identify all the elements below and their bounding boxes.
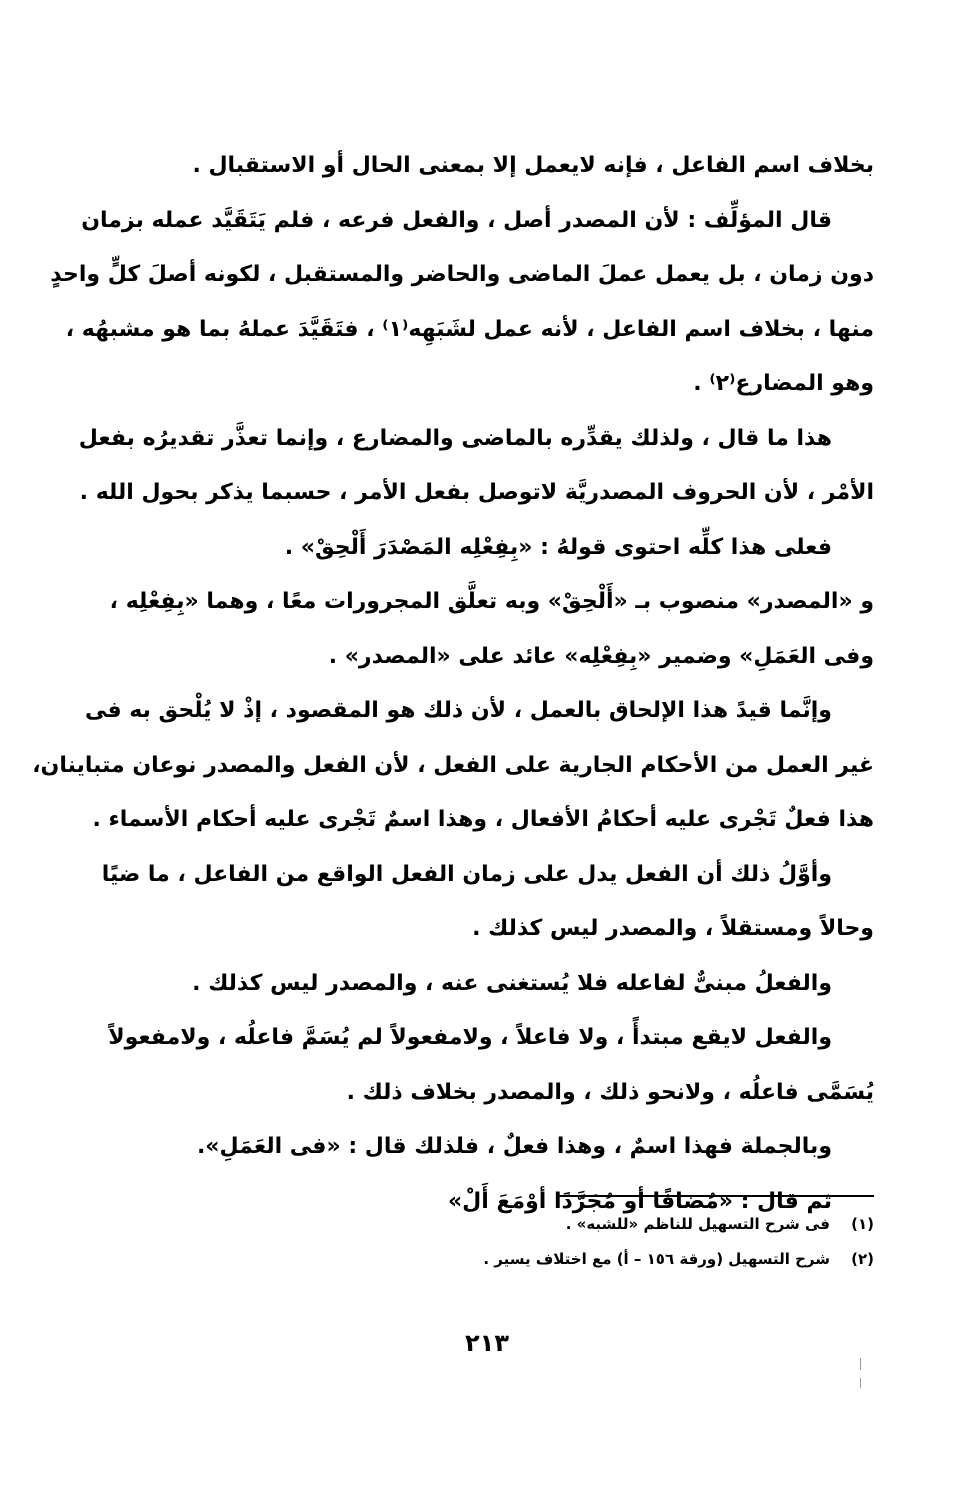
footnote-item (300, 1213, 874, 1248)
footnote-text: فى شرح التسهيل للناظم «للشبه» . (565, 1215, 830, 1233)
text-line: غير العمل من الأحكام الجارية على الفعل ، لأن الفعل والمصدر نوعان متباينان، (32, 752, 874, 778)
text-line: فعلى هذا كلِّه احتوى قولهُ : «بِفِعْلِه المَصْدَرَ أَلْحِقْ» . (284, 534, 832, 560)
main-text (32, 150, 874, 1240)
text-line: وإنَّما قيدً هذا الإلحاق بالعمل ، لأن ذلك هو المقصود ، إذْ لا يُلْحق به فى (84, 698, 832, 723)
text-line: هذا فعلٌ تَجْرى عليه أحكامُ الأفعال ، وهذا اسمٌ تَجْرى عليه أحكام الأسماء . (92, 807, 874, 832)
footnotes (300, 1213, 874, 1283)
text-line: وبالجملة فهذا اسمٌ ، وهذا فعلٌ ، فلذلك قال : «فى العَمَلِ». (196, 1134, 832, 1159)
scan-mark (860, 1378, 861, 1388)
text-line: الأمْر ، لأن الحروف المصدريَّة لاتوصل بفعل الأمر ، حسبما يذكر بحول الله . (79, 480, 874, 505)
text-line: و «المصدر» منصوب بـ «أَلْحِقْ» وبه تعلَّق المجرورات معًا ، وهما «بِفِعْلِه ، (109, 589, 874, 614)
footnote-number: (١) (851, 1215, 874, 1233)
text-line: منها ، بخلاف اسم الفاعل ، لأنه عمل لشَبَهِه⁽١⁾ ، فتَقَيَّدَ عملهُ بما هو مشبهُه ، (65, 316, 874, 342)
text-line: ثم قال : «مُضافًا أو مُجَرَّدًا أوْمَعَ أَلْ» (447, 1188, 832, 1214)
text-line: دون زمان ، بل يعمل عملَ الماضى والحاضر والمستقبل ، لكونه أصلَ كلٍّ واحدٍ (50, 262, 874, 287)
footnote-item (300, 1248, 874, 1283)
text-line: بخلاف اسم الفاعل ، فإنه لايعمل إلا بمعنى الحال أو الاستقبال . (192, 153, 874, 178)
footnote-divider (556, 1195, 874, 1197)
scan-mark (860, 1358, 861, 1370)
text-line: والفعل لايقع مبتدأً ، ولا فاعلاً ، ولامفعولاً لم يُسَمَّ فاعلُه ، ولامفعولاً (108, 1025, 832, 1050)
text-line: وأوَّلُ ذلك أن الفعل يدل على زمان الفعل الواقع من الفاعل ، ما ضيًا (101, 861, 832, 887)
text-line: وهو المضارع⁽٢⁾ . (693, 371, 874, 396)
text-line: قال المؤلِّف : لأن المصدر أصل ، والفعل فرعه ، فلم يَتَقَيَّد عمله بزمان (81, 207, 832, 233)
text-line: وفى العَمَلِ» وضمير «بِفِعْلِه» عائد على «المصدر» . (328, 643, 874, 669)
text-line: والفعلُ مبنىٌّ لفاعله فلا يُستغنى عنه ، والمصدر ليس كذلك . (192, 970, 832, 996)
page-number: ٢١٣ (465, 1329, 509, 1357)
text-line: هذا ما قال ، ولذلك يقدِّره بالماضى والمضارع ، وإنما تعذَّر تقديرُه بفعل (78, 425, 832, 451)
text-line: وحالاً ومستقلاً ، والمصدر ليس كذلك . (472, 916, 874, 941)
text-line: يُسَمَّى فاعلُه ، ولانحو ذلك ، والمصدر بخلاف ذلك . (346, 1079, 874, 1105)
footnote-text: شرح التسهيل (ورقة ١٥٦ – أ) مع اختلاف يسير . (483, 1250, 830, 1268)
footnote-number: (٢) (851, 1250, 874, 1268)
